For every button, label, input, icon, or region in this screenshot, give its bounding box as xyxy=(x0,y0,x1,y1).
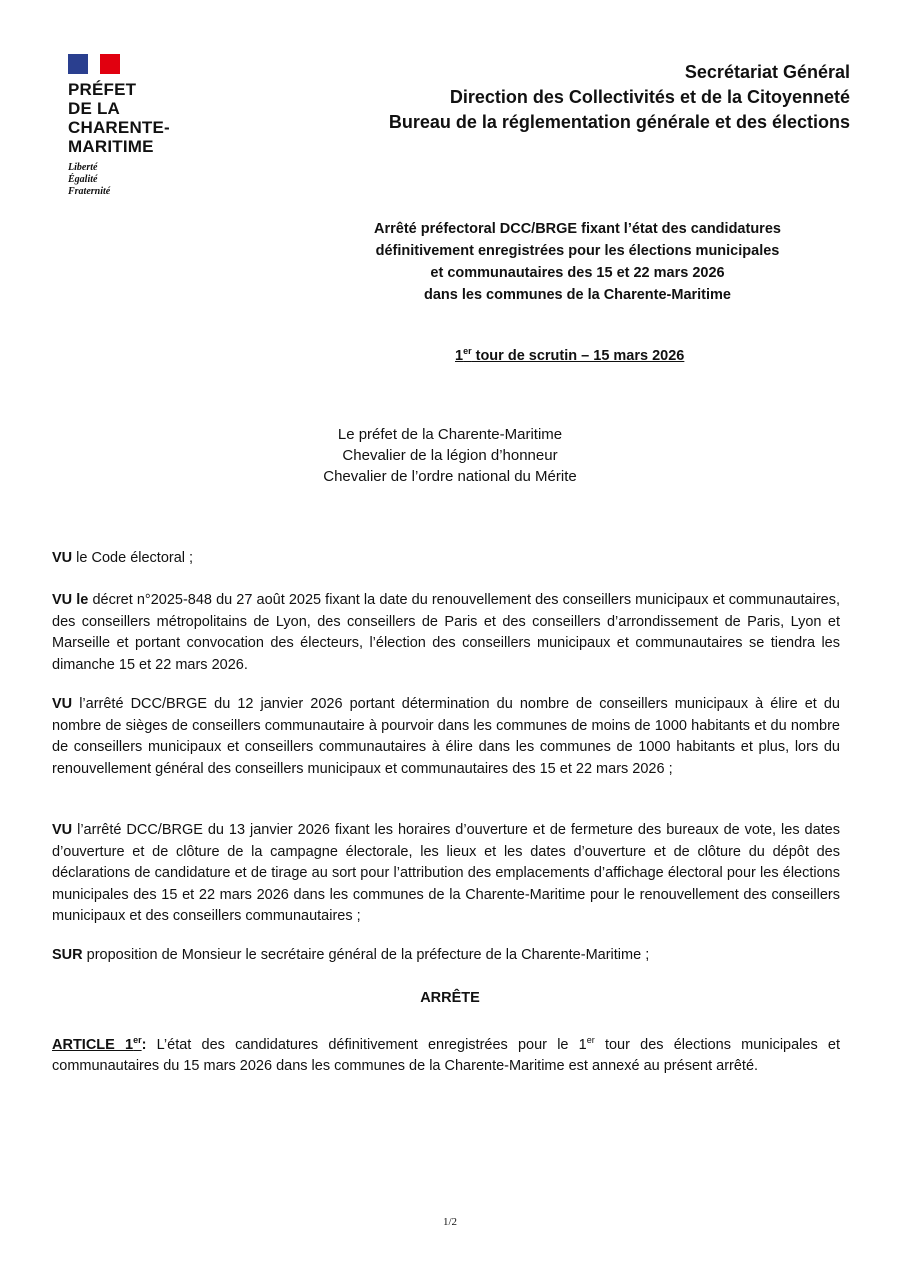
visa-lead: VU le xyxy=(52,592,89,608)
visa-paragraph xyxy=(52,548,840,570)
prefet-titles xyxy=(300,424,600,487)
header-line-2: Direction des Collectivités et de la Citoyenneté xyxy=(449,87,850,107)
header-line-1: Secrétariat Général xyxy=(684,62,850,82)
prefet-line: Chevalier de l’ordre national du Mérite xyxy=(323,468,577,485)
logo-org-line: MARITIME xyxy=(68,137,154,156)
visa-text: l’arrêté DCC/BRGE du 12 janvier 2026 portant détermination du nombre de conseillers municipaux à élire et du nombre de sièges de conseillers communautaire à pourvoir dans les communes de moins de 1000 habitants et du nombre de conseillers municipaux et conseillers communautaires à élire dans les communes de 1000 habitants et plus, lors du renouvellement général des conseillers municipaux et communautaires des 15 et 22 mars 2026 ; xyxy=(52,696,840,777)
arrete-heading: ARRÊTE xyxy=(420,990,480,1006)
visa-lead: VU xyxy=(52,696,73,712)
prefecture-logo xyxy=(68,54,198,198)
prefet-line: Chevalier de la légion d’honneur xyxy=(342,447,558,464)
visa-paragraph xyxy=(52,694,840,780)
tour-subtitle xyxy=(455,346,684,364)
visa-paragraph xyxy=(52,820,840,928)
article-sup: er xyxy=(586,1035,595,1045)
article-text: tour des élections municipales et communautaires du 15 mars 2026 dans les communes de la Charente-Maritime est annexé au présent arrêté. xyxy=(52,1036,841,1075)
visa-lead: VU xyxy=(52,822,73,838)
header-line-3: Bureau de la réglementation générale et des élections xyxy=(388,112,850,132)
visa-text: proposition de Monsieur le secrétaire général de la préfecture de la Charente-Maritime ; xyxy=(82,947,650,963)
visa-text: l’arrêté DCC/BRGE du 13 janvier 2026 fixant les horaires d’ouverture et de fermeture des bureaux de vote, les dates d’ouverture et de clôture de la campagne électorale, les lieux et les dates d’ouverture et de clôture du dépôt des déclarations de candidature et de tirage au sort pour l’attribution des emplacements d’affichage électoral pour les élections municipales des 15 et 22 mars 2026 dans les communes de la Charente-Maritime pour le renouvellement des conseillers municipaux et des conseillers communautaires ; xyxy=(52,822,840,924)
article-label-text: ARTICLE 1 xyxy=(52,1036,134,1053)
visa-lead: VU xyxy=(52,550,73,566)
document-title xyxy=(320,218,835,306)
prefet-line: Le préfet de la Charente-Maritime xyxy=(337,426,563,443)
visa-paragraph xyxy=(52,590,840,676)
motto-egalite: Égalité xyxy=(68,174,98,185)
article-1 xyxy=(52,1030,840,1078)
article-1-label xyxy=(52,1037,142,1053)
title-line: définitivement enregistrées pour les élections municipales xyxy=(375,243,780,259)
tour-sup: er xyxy=(463,346,472,356)
marianne-flag-icon xyxy=(68,54,120,74)
motto-liberte: Liberté xyxy=(68,162,98,173)
article-label-sup: er xyxy=(133,1035,142,1045)
motto-fraternite: Fraternité xyxy=(68,186,111,197)
page-number: 1/2 xyxy=(442,1216,458,1228)
visa-text: le Code électoral ; xyxy=(72,550,194,566)
visa-lead: SUR xyxy=(52,947,83,963)
issuing-service-header xyxy=(389,60,850,135)
tour-text: tour de scrutin – 15 mars 2026 xyxy=(471,347,685,364)
title-line: et communautaires des 15 et 22 mars 2026 xyxy=(430,265,725,281)
republic-motto xyxy=(68,162,198,198)
logo-org-line: DE LA xyxy=(68,99,120,118)
sur-paragraph xyxy=(52,945,840,967)
article-text: L’état des candidatures définitivement enregistrées pour le 1 xyxy=(146,1036,587,1053)
visa-text: décret n°2025-848 du 27 août 2025 fixant la date du renouvellement des conseillers municipaux et communautaires, des conseillers métropolitains de Lyon, des conseillers de Paris et des conseillers d’arrondissement de Paris, Lyon et Marseille et portant convocation des électeurs, l’élection des conseillers municipaux et communautaires se tiendra les dimanche 15 et 22 mars 2026. xyxy=(52,592,840,673)
tour-number: 1 xyxy=(455,347,464,364)
logo-org-line: CHARENTE- xyxy=(68,118,170,137)
title-line: Arrêté préfectoral DCC/BRGE fixant l’état des candidatures xyxy=(374,221,781,237)
logo-org-line: PRÉFET xyxy=(68,80,137,99)
title-line: dans les communes de la Charente-Maritime xyxy=(423,287,731,303)
article-colon: : xyxy=(141,1036,147,1053)
